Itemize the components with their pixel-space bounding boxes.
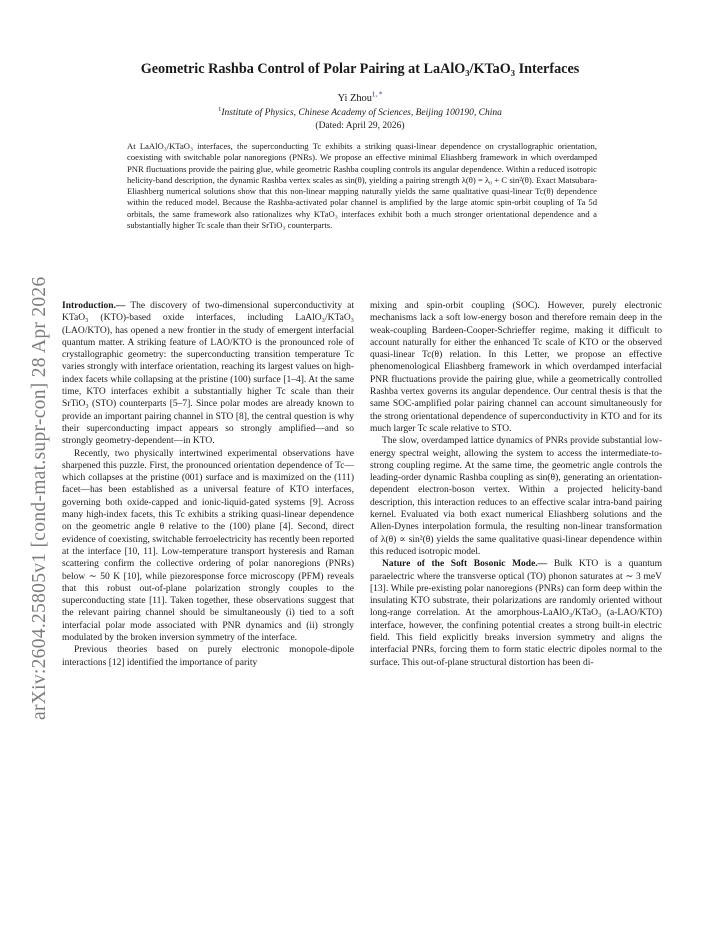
paragraph-introduction [62,300,354,448]
right-column [370,300,662,669]
paragraph-text: Bulk KTO is a quantum paraelectric where the transverse optical (TO) phonon saturates at ∼ 3 meV [13]. While pre-existing polar nanoregions (PNRs) can form deep within the insulating KTO substrate, their polarizations are randomly oriented without long-range correlation. At the amorphous-LaAlO₃/KTaO₃ (a-LAO/KTO) interface, however, the confining potential creates a strong built-in electric field. This field explicitly breaks inversion symmetry and aligns the interfacial PNRs, forcing them to form static electric dipoles normal to the surface. This out-of-plane structural distortion has been di- [370,559,662,668]
paragraph-text: Recently, two physically intertwined experimental observations have sharpened this puzzle. First, the pronounced orientation dependence of Tc—which collapses at the pristine (001) surface and is maximized on the (111) facet—has been established as a universal feature of KTO interfaces, governing both oxide-capped and ionic-liquid-gated systems [9]. Across many high-index facets, this Tc exhibits a striking quasi-linear dependence on the geometric angle θ relative to the (100) plane [4]. Second, direct evidence of coexisting, switchable ferroelectricity has recently been reported at the interface [10, 11]. Low-temperature transport hysteresis and Raman scattering confirm the collective ordering of polar nanoregions (PNRs) below ∼ 50 K [10], while piezoresponse force microscopy (PFM) reveals that this robust out-of-plane polarization strongly couples to the superconducting state [11]. Taken together, these observations suggest that the relevant pairing channel should be simultaneously (i) tied to a soft interfacial polar mode associated with PNR dynamics and (ii) strongly modulated by the broken inversion symmetry of the interface. [62,448,354,644]
paragraph-text: The slow, overdamped lattice dynamics of PNRs provide substantial low-energy spectral weight, allowing the system to access the intermediate-to-strong coupling regime. At the same time, the geometric angle controls the leading-order dynamic Rashba coupling as sin(θ), generating an orientation-dependent electron-boson vertex. Within a projected helicity-band description, this interaction reduces to an effective scalar intra-band pairing kernel. Evaluated via both exact numerical Eliashberg solutions and the Allen-Dynes interpolation formula, the resulting non-linear transformation of λ(θ) ∝ sin²(θ) yields the same qualitative quasi-linear dependence within this reduced isotropic model. [370,436,662,557]
author-marks[interactable]: 1, * [371,90,383,99]
affiliation-text: Institute of Physics, Chinese Academy of Sciences, Beijing 100190, China [221,108,502,118]
author-line [80,90,640,104]
section-heading-soft-mode: Nature of the Soft Bosonic Mode.— [382,559,548,570]
paragraph [62,448,354,645]
paragraph-text: Previous theories based on purely electronic monopole-dipole interactions [12] identified the importance of parity [62,645,354,668]
arxiv-identifier[interactable]: arXiv:2604.25805v1 [cond-mat.supr-con] 28 Apr 2026 [29,276,50,720]
abstract: At LaAlO₃/KTaO₃ interfaces, the superconducting Tc exhibits a striking quasi-linear dependence on crystallographic orientation, coexisting with switchable polar nanoregions (PNRs). We propose an effective minimal Eliashberg framework in which overdamped PNR fluctuations provide the pairing glue, while geometric Rashba coupling controls its angular dependence. Within a reduced isotropic helicity-band description, the dynamic Rashba vertex scales as sin(θ), yielding a pairing strength λ(θ) = λ₀ + C sin²(θ). Exact Matsubara-Eliashberg numerical solutions show that this non-linear mapping naturally yields the same qualitative quasi-linear Tc(θ) dependence within the reduced model. Because the Rashba-activated polar channel is amplified by the large atomic spin-orbit coupling of Ta 5d orbitals, the same framework also rationalizes why KTaO₃ interfaces exhibit both a much stronger orientational dependence and a substantially higher Tc scale than their SrTiO₃ counterparts. [127,141,597,231]
section-heading-introduction: Introduction.— [62,301,126,311]
arxiv-side-stamp [9,200,49,720]
affiliation [80,105,640,118]
author-name: Yi Zhou [337,93,372,104]
date-line: (Dated: April 29, 2026) [315,121,405,131]
paragraph-continued [370,300,662,435]
paragraph-text: mixing and spin-orbit coupling (SOC). However, purely electronic mechanisms lack a soft low-energy boson and therefore remain deep in the weak-coupling Bardeen-Cooper-Schrieffer regime, making it difficult to account naturally for either the enhanced Tc scale of KTO or the observed quasi-linear Tc(θ) relation. In this Letter, we propose an effective phenomenological Eliashberg framework in which overdamped interfacial PNR fluctuations provide the pairing glue, while a geometrically controlled Rashba vertex governs its angular dependence. Our central thesis is that the same SOC-amplified polar pairing channel can account simultaneously for the strong orientational dependence of superconductivity in KTO and for its much larger Tc scale relative to STO. [370,301,662,434]
paragraph-text: The discovery of two-dimensional superconductivity at KTaO₃ (KTO)-based oxide interfaces, including LaAlO₃/KTaO₃ (LAO/KTO), has opened a new frontier in the study of emergent interfacial quantum matter. A striking feature of LAO/KTO is the pronounced role of crystallographic geometry: the superconducting transition temperature Tc varies strongly with interface orientation, reaching its largest values on high-index facets while collapsing at the pristine (100) surface [1–4]. At the same time, KTO interfaces exhibit a substantially higher Tc scale than their SrTiO₃ (STO) counterparts [5–7]. Since polar modes are already known to provide an important pairing channel in STO [8], the central question is why their superconducting impact appears so strongly amplified—and so strongly geometry-dependent—in KTO. [62,301,354,447]
left-column [62,300,354,669]
paragraph [62,644,354,669]
affiliation-mark: 1 [218,105,222,113]
paragraph-soft-mode [370,558,662,669]
paragraph [370,435,662,558]
paper-title: Geometric Rashba Control of Polar Pairing at LaAlO₃/KTaO₃ Interfaces [140,61,580,77]
